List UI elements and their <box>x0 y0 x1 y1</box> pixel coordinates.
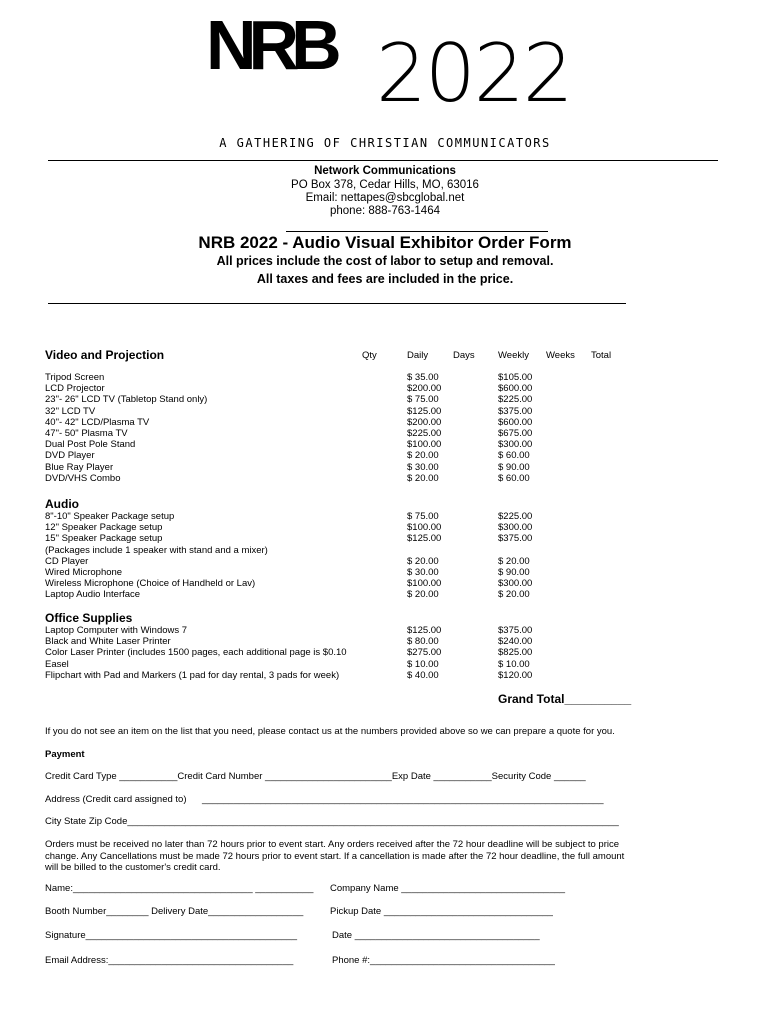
item-row <box>45 383 605 394</box>
name-field[interactable]: Name:__________________________________ ___________ <box>45 883 314 894</box>
item-daily: $ 20.00 <box>407 472 439 484</box>
item-label: 12" Speaker Package setup <box>45 522 163 534</box>
contact-email: Email: nettapes@sbcglobal.net <box>305 192 465 204</box>
tagline: A GATHERING OF CHRISTIAN COMMUNICATORS <box>219 136 551 150</box>
item-label: Dual Post Pole Stand <box>45 439 136 451</box>
item-label: Blue Ray Player <box>45 461 114 473</box>
item-weekly: $375.00 <box>498 625 533 636</box>
section-office-items <box>45 625 605 681</box>
contact-company: Network Communications <box>314 165 456 177</box>
item-daily: $ 20.00 <box>407 555 439 567</box>
item-label: LCD Projector <box>45 383 105 395</box>
grand-total[interactable]: Grand Total__________ <box>498 692 632 706</box>
item-weekly: $300.00 <box>498 439 533 451</box>
item-label: (Packages include 1 speaker with stand and a mixer) <box>45 544 268 556</box>
contact-phone: phone: 888-763-1464 <box>330 205 440 217</box>
item-label: 40"- 42" LCD/Plasma TV <box>45 416 150 428</box>
credit-card-fields[interactable]: Credit Card Type ___________Credit Card Number ________________________Exp Date ___________Security Code ______ <box>45 771 586 782</box>
company-name-field[interactable]: Company Name _______________________________ <box>330 883 566 894</box>
item-label: 8"-10" Speaker Package setup <box>45 511 175 522</box>
cancellation-policy: Orders must be received no later than 72 hours prior to event start. Any orders received after the 72 hour deadline will be subject to price change. Any Cancellations must be made 72 hours prior to event start. If a cancellation is made after the 72 hour deadline, the full amount will be billed to the customer's credit card. <box>45 839 625 873</box>
item-daily: $ 30.00 <box>407 461 439 473</box>
form-subtitle-labor: All prices include the cost of labor to setup and removal. <box>216 254 554 268</box>
item-row <box>45 567 605 578</box>
item-weekly: $375.00 <box>498 533 533 545</box>
city-state-zip-field[interactable]: City State Zip Code_____________________________________________________________________________________________ <box>45 816 619 827</box>
item-row <box>45 473 605 484</box>
item-row <box>45 556 605 567</box>
col-weekly: Weekly <box>498 350 529 361</box>
date-field[interactable]: Date ___________________________________ <box>332 930 540 941</box>
item-row <box>45 659 605 670</box>
item-daily: $ 40.00 <box>407 669 439 681</box>
item-daily: $ 30.00 <box>407 566 439 578</box>
item-label: DVD/VHS Combo <box>45 472 121 484</box>
item-label: Laptop Computer with Windows 7 <box>45 625 188 636</box>
section-video-items <box>45 372 605 484</box>
item-row <box>45 647 605 658</box>
item-weekly: $ 20.00 <box>498 555 530 567</box>
item-row <box>45 578 605 589</box>
item-weekly: $600.00 <box>498 416 533 428</box>
item-label: 47"- 50" Plasma TV <box>45 427 128 439</box>
item-daily: $225.00 <box>407 427 442 439</box>
item-row <box>45 372 605 383</box>
item-daily: $100.00 <box>407 578 442 590</box>
section-title-office: Office Supplies <box>45 611 133 625</box>
item-daily: $ 80.00 <box>407 636 439 648</box>
quote-note: If you do not see an item on the list that you need, please contact us at the numbers provided above so we can prepare a quote for you. <box>45 726 615 737</box>
item-weekly: $225.00 <box>498 511 533 522</box>
payment-heading: Payment <box>45 749 85 760</box>
item-label: Laptop Audio Interface <box>45 589 141 601</box>
item-weekly: $ 90.00 <box>498 566 530 578</box>
item-row <box>45 417 605 428</box>
item-daily: $100.00 <box>407 439 442 451</box>
item-weekly: $ 10.00 <box>498 658 530 670</box>
address-label: Address (Credit card assigned to) <box>45 794 187 805</box>
item-daily: $125.00 <box>407 625 442 636</box>
item-row <box>45 428 605 439</box>
item-daily: $125.00 <box>407 533 442 545</box>
item-daily: $ 75.00 <box>407 511 439 522</box>
nrb-logo-year: 2022 <box>376 27 572 120</box>
item-label: Wireless Microphone (Choice of Handheld or Lav) <box>45 578 256 590</box>
signature-field[interactable]: Signature________________________________________ <box>45 930 298 941</box>
item-daily: $ 10.00 <box>407 658 439 670</box>
item-weekly: $ 90.00 <box>498 461 530 473</box>
item-label: CD Player <box>45 555 89 567</box>
item-row <box>45 511 605 522</box>
item-row <box>45 406 605 417</box>
item-row <box>45 462 605 473</box>
item-row <box>45 636 605 647</box>
item-weekly: $105.00 <box>498 372 533 383</box>
col-weeks: Weeks <box>546 350 575 361</box>
email-address-field[interactable]: Email Address:___________________________________ <box>45 955 294 966</box>
item-label: 23"- 26" LCD TV (Tabletop Stand only) <box>45 394 208 406</box>
header-divider <box>48 160 718 161</box>
col-days: Days <box>453 350 475 361</box>
item-label: Black and White Laser Printer <box>45 636 171 648</box>
item-daily: $200.00 <box>407 416 442 428</box>
item-weekly: $300.00 <box>498 578 533 590</box>
item-weekly: $675.00 <box>498 427 533 439</box>
section-title-audio: Audio <box>45 497 79 511</box>
item-row <box>45 625 605 636</box>
item-label: Tripod Screen <box>45 372 105 383</box>
item-row <box>45 670 605 681</box>
item-label: 15" Speaker Package setup <box>45 533 163 545</box>
section-audio-items <box>45 511 605 601</box>
item-weekly: $120.00 <box>498 669 533 681</box>
address-field[interactable]: ____________________________________________________________________________ <box>202 794 604 805</box>
item-weekly: $240.00 <box>498 636 533 648</box>
nrb-logo-mark: NRB <box>206 6 334 84</box>
item-row <box>45 522 605 533</box>
item-row <box>45 545 605 556</box>
item-label: Color Laser Printer (includes 1500 pages, each additional page is $0.10 <box>45 647 347 659</box>
item-daily: $100.00 <box>407 522 442 534</box>
col-total: Total <box>591 350 612 361</box>
item-weekly: $225.00 <box>498 394 533 406</box>
item-weekly: $825.00 <box>498 647 533 659</box>
item-row <box>45 450 605 461</box>
form-title: NRB 2022 - Audio Visual Exhibitor Order Form <box>198 233 572 252</box>
item-row <box>45 394 605 405</box>
item-daily: $125.00 <box>407 405 442 417</box>
col-qty: Qty <box>362 350 377 361</box>
item-weekly: $600.00 <box>498 383 533 395</box>
title-divider <box>48 303 626 304</box>
item-label: Flipchart with Pad and Markers (1 pad for day rental, 3 pads for week) <box>45 669 340 681</box>
item-row <box>45 589 605 600</box>
item-label: 32" LCD TV <box>45 405 96 417</box>
item-label: Easel <box>45 658 69 670</box>
booth-delivery-field[interactable]: Booth Number________ Delivery Date__________________ <box>45 906 304 917</box>
pickup-date-field[interactable]: Pickup Date ________________________________ <box>330 906 553 917</box>
item-daily: $ 35.00 <box>407 372 439 383</box>
item-weekly: $ 60.00 <box>498 472 530 484</box>
item-weekly: $ 20.00 <box>498 589 530 601</box>
section-title-video: Video and Projection <box>45 348 165 362</box>
contact-divider <box>286 231 548 232</box>
col-daily: Daily <box>407 350 429 361</box>
item-daily: $275.00 <box>407 647 442 659</box>
item-weekly: $300.00 <box>498 522 533 534</box>
item-daily: $ 75.00 <box>407 394 439 406</box>
phone-field[interactable]: Phone #:___________________________________ <box>332 955 555 966</box>
item-weekly: $375.00 <box>498 405 533 417</box>
item-weekly: $ 60.00 <box>498 450 530 462</box>
item-label: DVD Player <box>45 450 95 462</box>
item-row <box>45 439 605 450</box>
contact-address: PO Box 378, Cedar Hills, MO, 63016 <box>291 179 479 191</box>
item-row <box>45 533 605 544</box>
item-daily: $ 20.00 <box>407 589 439 601</box>
item-daily: $200.00 <box>407 383 442 395</box>
form-subtitle-taxes: All taxes and fees are included in the price. <box>256 272 514 286</box>
item-label: Wired Microphone <box>45 566 123 578</box>
item-daily: $ 20.00 <box>407 450 439 462</box>
